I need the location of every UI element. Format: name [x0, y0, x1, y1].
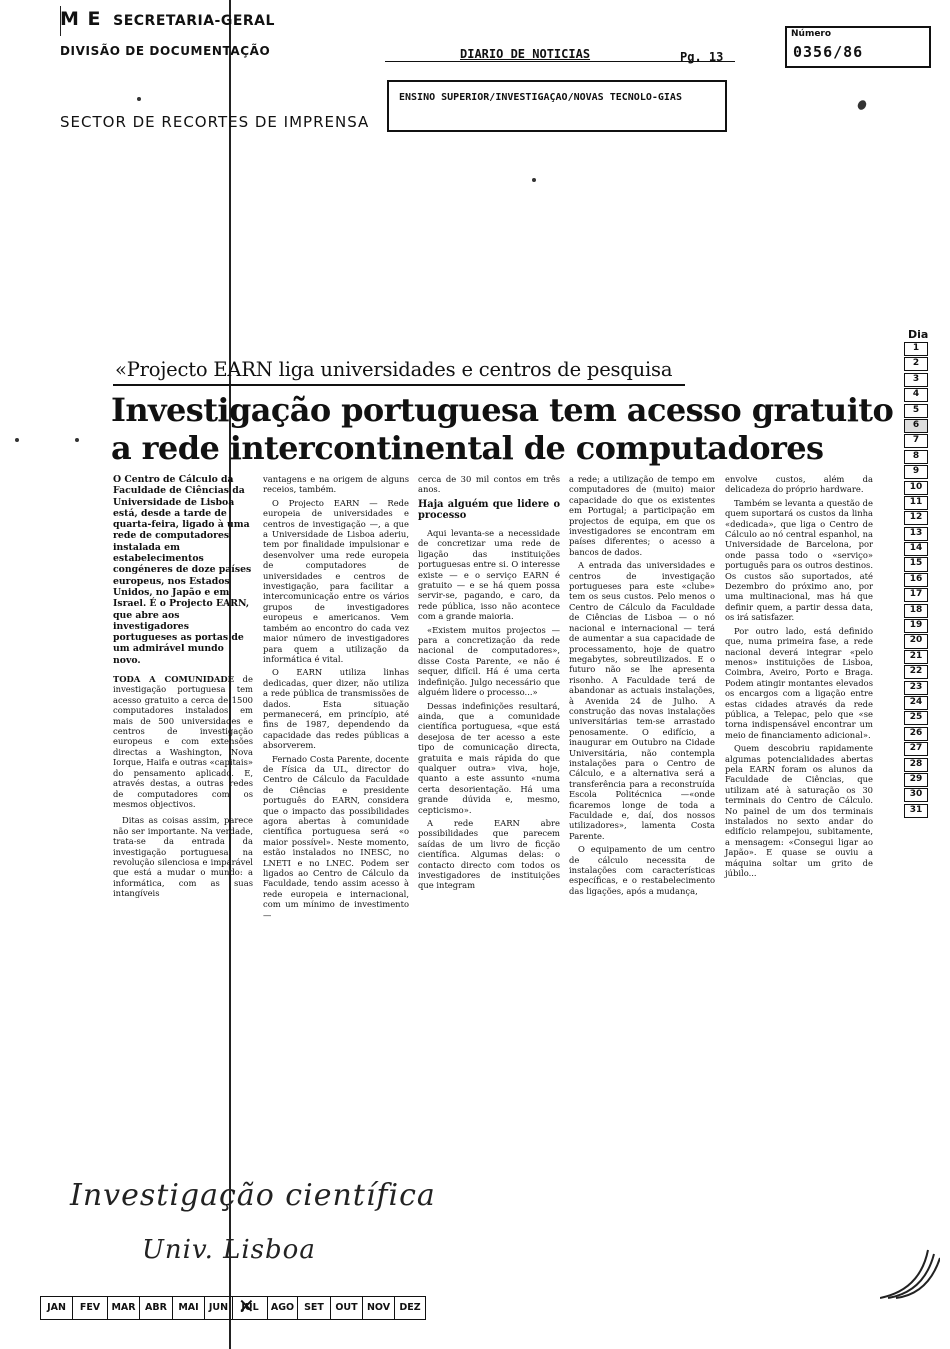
speck	[532, 178, 536, 182]
months-bar	[40, 1296, 426, 1320]
article-lead: O Centro de Cálculo da Faculdade de Ciências da Universidade de Lisboa está, desde a tarde de quarta-feira, ligado à uma rede de computadores instalada em estabelecimentos congéneres de doze países europeus, nos Estados Unidos, no Japão e em Israel. É o Projecto EARN, que abre aos investigadores portugueses as portas de um admirável mundo novo.	[113, 474, 252, 666]
day-column-label: Dia	[908, 328, 929, 341]
day-cell: 4	[904, 388, 928, 402]
article-column-4	[569, 474, 715, 899]
speck	[75, 438, 79, 442]
paragraph: Ditas as coisas assim, parece não ser importante. Na verdade, trata-se da entrada da investigação portuguesa na revolução silenciosa e imparável que está a mudar o mundo: a informática, com as suas intangíveis	[113, 815, 253, 899]
month-cell: OUT	[331, 1297, 363, 1319]
day-cell: 2	[904, 357, 928, 371]
paragraph: A rede EARN abre possibilidades que parecem saídas de um livro de ficção científica. Algumas delas: o contacto directo com todos os investigadores de instituições que integram	[418, 817, 560, 891]
day-cell: 28	[904, 758, 928, 772]
day-cell: 3	[904, 373, 928, 387]
paragraph: Dessas indefinições resultará, ainda, que a comunidade científica portuguesa, «que está desejosa de ter acesso a este tipo de comunicação directa, gratuita e mais rápida do que qualquer outra» viva, hoje, quanto a este assunto «numa certa desorientação. Há uma grande dúvida e, mesmo, cepticismo».	[418, 700, 560, 815]
day-cell: 31	[904, 804, 928, 818]
ink-mark	[856, 99, 868, 112]
kicker-underline	[113, 384, 685, 386]
day-cell: 7	[904, 434, 928, 448]
day-cell: 16	[904, 573, 928, 587]
month-cell: JUL ✕	[233, 1297, 268, 1319]
paragraph: Fernado Costa Parente, docente de Física da UL, director do Centro de Cálculo da Faculdade de Ciências e presidente português do EARN, considera que o impacto das possibilidades agora abertas à comunidade científica portuguesa será «o maior possível». Neste momento, estão instalados no INESC, no LNETI e no LNEC. Podem ser ligados ao Centro de Cálculo da Faculdade, tendo assim acesso à rede europeia e internacional, com um mínimo de investimento —	[263, 753, 409, 920]
day-cell: 23	[904, 681, 928, 695]
month-cell: SET	[298, 1297, 331, 1319]
number-box	[785, 26, 931, 68]
paragraph-text: de investigação portuguesa tem acesso gratuito a cerca de 1500 computadores instalados em mais de 500 universidades e centros de investigação europeus e com extensões directas a Washington, Nova Iorque, Haifa e outras «capitais» do pensamento aplicado. E, através destas, a outras redes de computadores com os mesmos objectivos.	[113, 674, 254, 809]
speck	[15, 438, 19, 442]
month-cell: JAN	[41, 1297, 73, 1319]
day-cell: 6	[904, 419, 928, 433]
day-cell: 25	[904, 711, 928, 725]
day-cell: 24	[904, 696, 928, 710]
division-label: DIVISÃO DE DOCUMENTAÇÃO	[60, 44, 271, 58]
month-cell: JUN	[205, 1297, 233, 1319]
article-column-3	[418, 474, 560, 894]
month-cell: NOV	[363, 1297, 395, 1319]
article-column-5	[725, 474, 873, 881]
day-cell: 21	[904, 650, 928, 664]
day-cell: 30	[904, 788, 928, 802]
day-cell: 13	[904, 527, 928, 541]
day-cell: 26	[904, 727, 928, 741]
paragraph: vantagens e na origem de alguns receios, também.	[263, 474, 409, 495]
paragraph: A entrada das universidades e centros de investigação portugueses para este «clube» tem os seus custos. Pelo menos o Centro de Cálculo da Faculdade de Ciências de Lisboa — o nó nacional e internacional — terá de aumentar a sua capacidade de processamento, hoje de quatro megabytes, sobreutilizados. E o futuro não se lhe apresenta risonho. A Faculdade terá de abandonar as actuais instalações, à Avenida 24 de Julho. A construção das novas instalações universitárias tem-se arrastado penosamente. O edifício, a inaugurar em Outubro na Cidade Universitária, não contempla instalações para o Centro de Cálculo, e a alternativa será a transferência para a reconstruída Escola Politécnica —«onde ficaremos longe de toda a Faculdade e, daí, dos nossos utilizadores», lamenta Costa Parente.	[569, 560, 715, 841]
day-cell: 14	[904, 542, 928, 556]
number-value: 0356/86	[793, 43, 864, 61]
day-cell: 5	[904, 404, 928, 418]
paragraph: O EARN utiliza linhas dedicadas, quer dizer, não utiliza a rede pública de transmissões de dados. Esta situação permanecerá, em princípio, até fins de 1987, dependendo da capacidade das redes públicas a absorverem.	[263, 667, 409, 751]
paragraph: O Projecto EARN — Rede europeia de universidades e centros de investigação —, a que a Universidade de Lisboa aderiu, tem por finalidade impulsionar e desenvolver uma rede europeia de computadores de universidades e centros de investigação, para facilitar a intercomunicação entre os vários grupos de investigadores europeus e americanos. Vem também ao encontro do cada vez maior número de investigadores para quem a utilização da informática é vital.	[263, 497, 409, 664]
article-column-1	[113, 474, 253, 902]
publication-page: Pg. 13	[680, 50, 724, 64]
paragraph: Aqui levanta-se a necessidade de concretizar uma rede de ligação das instituições portuguesas entre si. O interesse existe — e o serviço EARN é gratuito — e se há quem possa servir-se, pagando, e caro, da rede pública, isso não acontece com a grande maioria.	[418, 528, 560, 622]
speck	[137, 97, 141, 101]
sector-label: SECTOR DE RECORTES DE IMPRENSA	[60, 113, 370, 131]
day-column	[904, 342, 930, 819]
day-cell: 11	[904, 496, 928, 510]
paragraph: Também se levanta a questão de quem suportará os custos da linha «dedicada», que liga o Centro de Cálculo ao nó central espanhol, na Universidade de Barcelona, por onde passa todo o «serviço» português para os outros destinos. Os custos são suportados, até Dezembro do próximo ano, por uma multinacional, mas há que definir quem, a partir dessa data, os irá satisfazer.	[725, 497, 873, 623]
paragraph: Quem descobriu rapidamente algumas potencialidades abertas pela EARN foram os alunos da Faculdade de Ciências, que utilizam até à saturação os 30 terminais do Centro de Cálculo. No painel de um dos terminais instalados no sexto andar do edifício relampejou, subitamente, a mensagem: «Consegui ligar ao Japão». E quase se ouviu a máquina soltar um grito de júbilo...	[725, 743, 873, 879]
article-subhead: Haja alguém que lidere o processo	[418, 498, 560, 522]
article-column-2	[263, 474, 409, 923]
article-headline	[111, 391, 893, 467]
day-cell: 27	[904, 742, 928, 756]
day-cell: 18	[904, 604, 928, 618]
day-cell: 29	[904, 773, 928, 787]
month-cell: FEV	[73, 1297, 108, 1319]
month-cell: DEZ	[399, 1302, 421, 1313]
publication-name: DIARIO DE NOTICIAS	[460, 47, 591, 61]
paragraph-caps: TODA A COMUNIDADE	[113, 674, 235, 685]
month-cell: MAI	[173, 1297, 205, 1319]
month-cell: AGO	[268, 1297, 298, 1319]
headline-line-2: a rede intercontinental de computadores	[111, 429, 824, 467]
ministry-abbrev: M E	[60, 8, 102, 30]
day-cell: 19	[904, 619, 928, 633]
paragraph: a rede; a utilização de tempo em computadores de (muito) maior capacidade do que os existentes em Portugal; a participação em projectos de equipa, em que os investigadores se encontram em países diferentes; o acesso a bancos de dados.	[569, 474, 715, 557]
secretaria-label: SECRETARIA-GERAL	[113, 13, 275, 29]
paragraph: «Existem muitos projectos — para a concretização da rede nacional de computadores», disse Costa Parente, «e não é sequer, difícil. Há é uma certa indefinição. Julgo necessário que alguém lidere o processo...»	[418, 624, 560, 698]
day-cell: 1	[904, 342, 928, 356]
day-cell: 8	[904, 450, 928, 464]
day-cell: 9	[904, 465, 928, 479]
day-cell: 20	[904, 634, 928, 648]
day-cell: 22	[904, 665, 928, 679]
day-cell: 17	[904, 588, 928, 602]
month-cell: MAR	[108, 1297, 140, 1319]
day-cell: 15	[904, 557, 928, 571]
handwritten-note-1: Investigação científica	[70, 1178, 436, 1213]
month-cell: ABR	[140, 1297, 173, 1319]
day-cell: 10	[904, 481, 928, 495]
subject-box: ENSINO SUPERIOR/INVESTIGAÇAO/NOVAS TECNOLO-GIAS	[387, 80, 727, 132]
paragraph: O equipamento de um centro de cálculo necessita de instalações com características específicas, e o restabelecimento das ligações, após a mudança,	[569, 844, 715, 896]
handwritten-note-2: Univ. Lisboa	[142, 1235, 316, 1265]
paragraph: cerca de 30 mil contos em três anos.	[418, 474, 560, 495]
ministry-header	[60, 8, 275, 30]
paragraph: Por outro lado, está definido que, numa primeira fase, a rede nacional deverá integrar «pelo menos» instituições de Lisboa, Coimbra, Aveiro, Porto e Braga. Podem atingir montantes elevados os encargos com a ligação entre estas cidades através da rede pública, a Telepac, pelo que «se torna indispensável encontrar um meio de financiamento adicional».	[725, 625, 873, 740]
headline-line-1: Investigação portuguesa tem acesso gratuito	[111, 391, 894, 429]
corner-stripes-mark	[880, 1240, 940, 1300]
paragraph	[113, 674, 253, 809]
day-cell: 12	[904, 511, 928, 525]
article-kicker: «Projecto EARN liga universidades e centros de pesquisa	[115, 358, 673, 381]
paragraph: envolve custos, além da delicadeza do próprio hardware.	[725, 474, 873, 495]
number-label: Número	[791, 29, 832, 39]
